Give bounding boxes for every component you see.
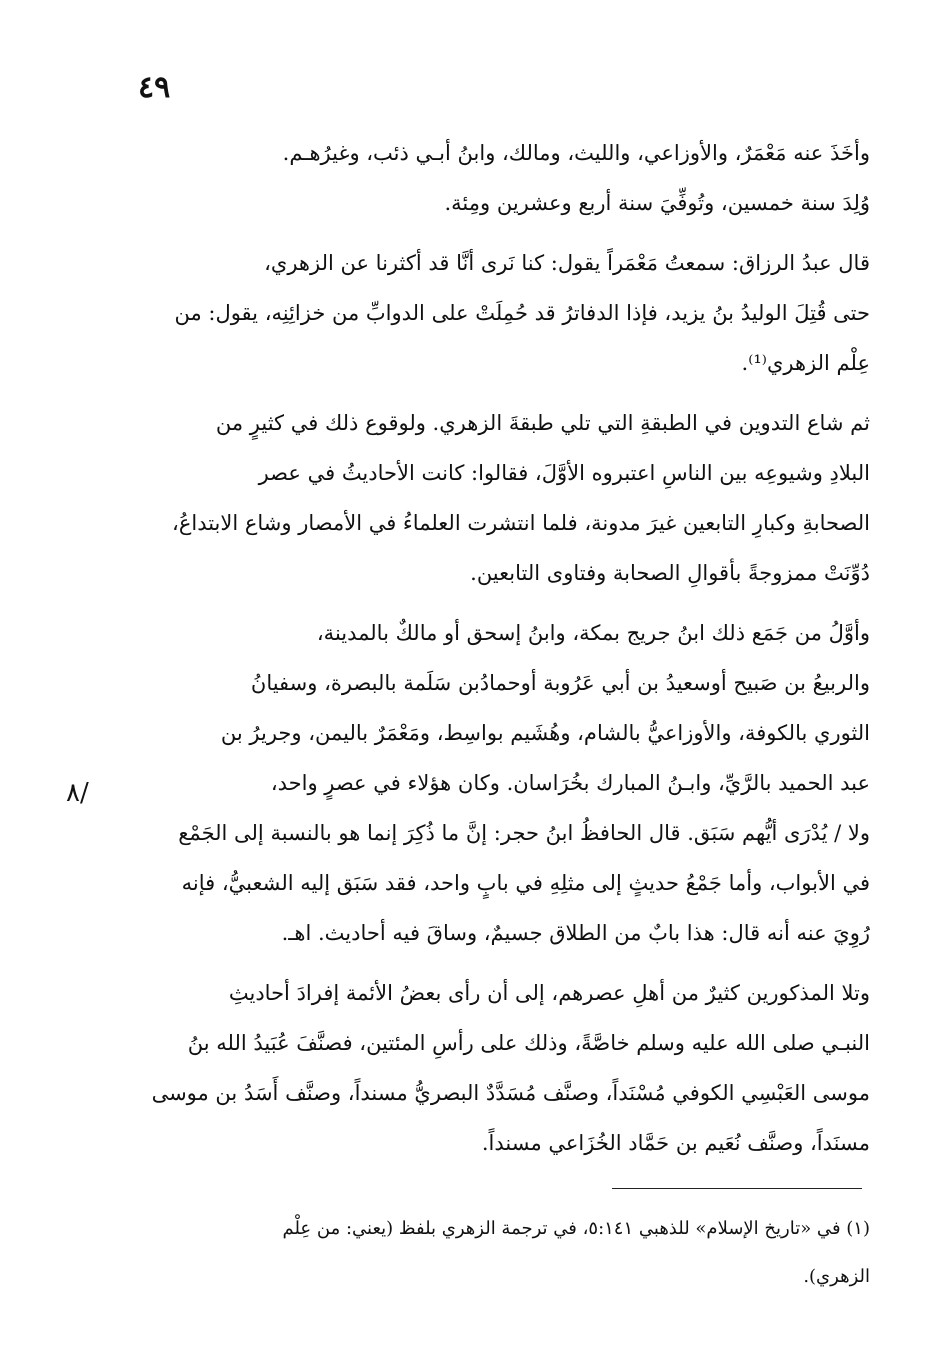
text-line: قال عبدُ الرزاق: سمعتُ مَعْمَراً يقول: كنا نَرى أنَّا قد أكثرنا عن الزهري، xyxy=(264,251,870,275)
text-line: والربيعُ بن صَبيح أوسعيدُ بن أبي عَرُوبة أوحمادُبن سَلَمة بالبصرة، وسفيانُ xyxy=(250,671,870,695)
text-line: رُوِيَ عنه أنه قال: هذا بابٌ من الطلاق جسيمٌ، وساقَ فيه أحاديث. اهـ. xyxy=(281,921,870,945)
text-line: حتى قُتِلَ الوليدُ بنُ يزيد، فإذا الدفاترُ قد حُمِلَتْ على الدوابِّ من خزائِنِه، يقول: من xyxy=(174,301,870,325)
text-line: مسنَداً، وصنَّف نُعَيم بن حَمَّاد الخُزَاعي مسنداً. xyxy=(481,1131,870,1155)
text-line: النبـي صلى الله عليه وسلم خاصَّةً، وذلك على رأسِ المئتين، فصنَّفَ عُبَيدُ الله بنُ xyxy=(187,1031,870,1055)
footnote xyxy=(118,1205,870,1301)
paragraph-4 xyxy=(118,608,870,958)
text-line: موسى العَبْسِي الكوفي مُسْنَداً، وصنَّف مُسَدَّدٌ البصريُّ مسنداً، وصنَّف أَسَدُ بن موسى xyxy=(151,1081,870,1105)
text-line: وأخَذَ عنه مَعْمَرٌ، والأوزاعي، والليث، ومالك، وابنُ أبـي ذئب، وغيرُهـم. xyxy=(282,141,870,165)
text-line: عبد الحميد بالرَّيِّ، وابـنُ المبارك بخُرَاسان. وكان هؤلاء في عصرٍ واحد، xyxy=(270,771,870,795)
text-line: ثم شاع التدوين في الطبقةِ التي تلي طبقةَ الزهري. ولوقوع ذلك في كثيرٍ من xyxy=(215,411,870,435)
text-line: دُوِّنَتْ ممزوجةً بأقوالِ الصحابة وفتاوى التابعين. xyxy=(470,561,870,585)
page-number: ٤٩ xyxy=(138,70,171,105)
text-line: عِلْم الزهري⁽¹⁾. xyxy=(741,351,870,375)
text-line: ولا / يُدْرَى أيُّهم سَبَق. قال الحافظُ ابنُ حجر: إنَّ ما ذُكِرَ إنما هو بالنسبة إلى الجَمْع xyxy=(178,821,870,845)
text-line: الصحابةِ وكبارِ التابعين غيرَ مدونة، فلما انتشرت العلماءُ في الأمصار وشاع الابتداعُ، xyxy=(172,511,870,535)
footnote-divider xyxy=(612,1188,862,1189)
paragraph-2 xyxy=(118,238,870,388)
main-text xyxy=(118,128,870,1178)
paragraph-5 xyxy=(118,968,870,1168)
paragraph-3 xyxy=(118,398,870,598)
text-line: وُلِدَ سنة خمسين، وتُوفِّيَ سنة أربع وعشرين ومِئة. xyxy=(444,191,870,215)
text-line: في الأبواب، وأما جَمْعُ حديثٍ إلى مثلِهِ في بابٍ واحد، فقد سَبَق إليه الشعبيُّ، فإنه xyxy=(181,871,870,895)
footnote-line: (١) في «تاريخ الإسلام» للذهبي ٥:١٤١، في ترجمة الزهري بلفظ (يعني: من عِلْم xyxy=(282,1218,870,1239)
text-line: الثوري بالكوفة، والأوزاعيُّ بالشام، وهُشَيم بواسِط، ومَعْمَرٌ باليمن، وجريرُ بن xyxy=(220,721,870,745)
text-line: وتلا المذكورين كثيرٌ من أهلِ عصرهم، إلى أن رأى بعضُ الأئمة إفرادَ أحاديثِ xyxy=(228,981,870,1005)
paragraph-1 xyxy=(118,128,870,228)
text-line: وأوَّلُ من جَمَع ذلك ابنُ جريج بمكة، وابنُ إسحق أو مالكٌ بالمدينة، xyxy=(316,621,870,645)
margin-page-reference: ٨/ xyxy=(66,778,89,808)
text-line: البلادِ وشيوعِه بين الناسِ اعتبروه الأوَّلَ، فقالوا: كانت الأحاديثُ في عصر xyxy=(258,461,870,485)
footnote-line: الزهري). xyxy=(803,1266,870,1287)
